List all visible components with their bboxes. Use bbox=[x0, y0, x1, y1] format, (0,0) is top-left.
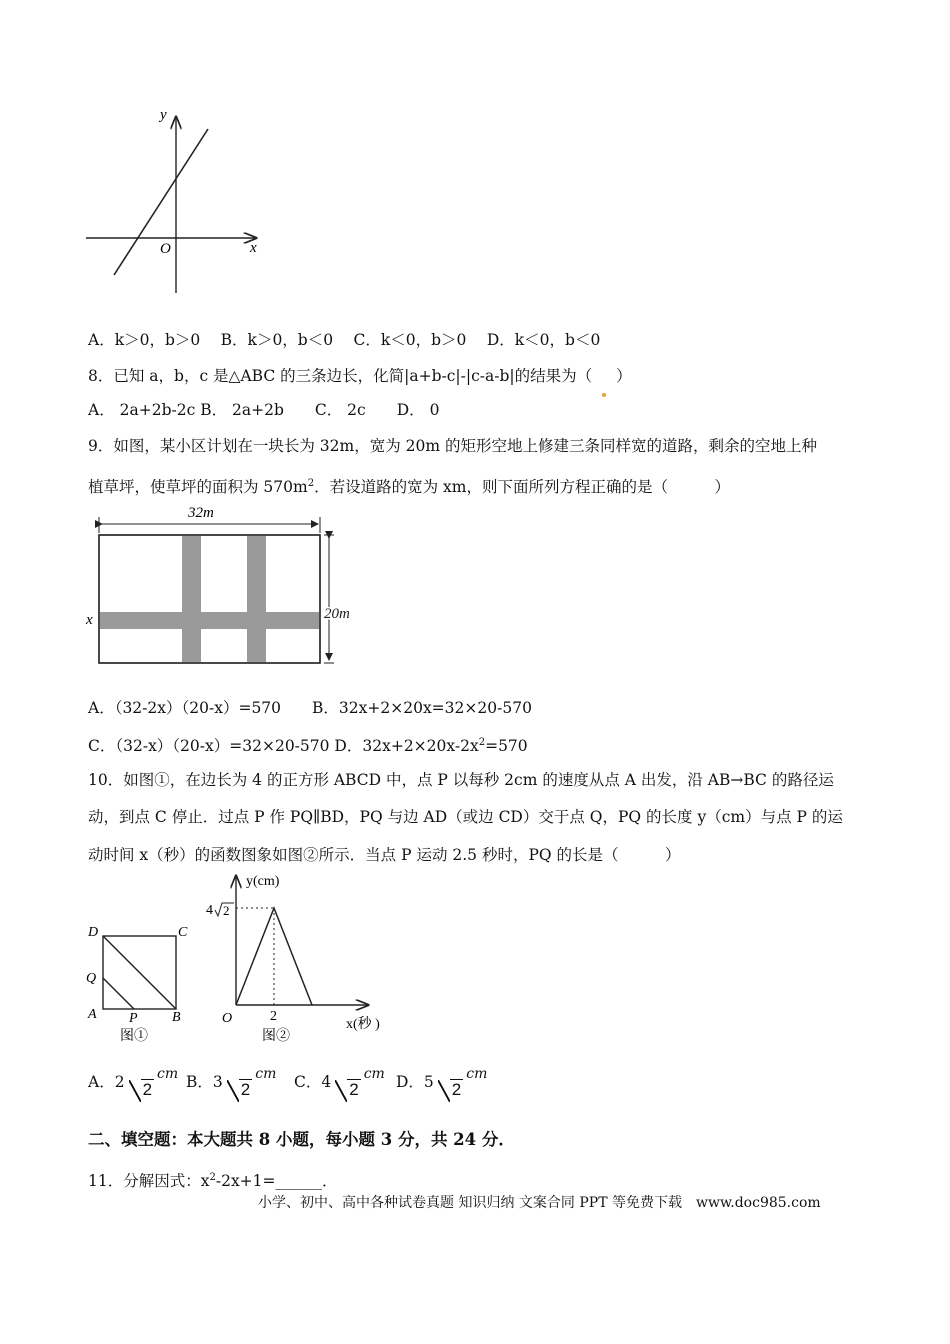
length-label: 32m bbox=[188, 505, 214, 521]
y-axis-label: y bbox=[160, 107, 167, 123]
tick-2: 2 bbox=[270, 1009, 277, 1024]
q8-stem: 8．已知 a，b，c 是△ABC 的三条边长，化简|a+b-c|-|c-a-b|的结果为（ ） bbox=[88, 366, 632, 386]
peak-radicand: 2 bbox=[223, 903, 230, 918]
label-d: D bbox=[88, 925, 99, 940]
q10-function-graph bbox=[200, 870, 400, 1050]
road-width-label: x bbox=[86, 612, 93, 628]
q10-option-d: D．5 2cm bbox=[396, 1066, 488, 1099]
origin-label: O bbox=[222, 1011, 233, 1026]
q10-line2: 动，到点 C 停止．过点 P 作 PQ∥BD，PQ 与边 AD（或边 CD）交于点 Q，PQ 的长度 y（cm）与点 P 的运 bbox=[88, 808, 843, 826]
q9-line2: 植草坪，使草坪的面积为 $570m^2$．若设道路的宽为 xm，则下面所列方程正确的是（ ） bbox=[88, 478, 730, 497]
width-label: 20m bbox=[324, 606, 350, 622]
origin-label: O bbox=[160, 241, 171, 257]
q10-square-figure bbox=[80, 918, 205, 1048]
q10-line1: 10．如图①，在边长为 4 的正方形 ABCD 中，点 P 以每秒 2cm 的速度从点 A 出发，沿 AB→BC 的路径运 bbox=[88, 771, 834, 789]
section-2-title: 二、填空题：本大题共 8 小题，每小题 3 分，共 24 分． bbox=[88, 1130, 515, 1149]
label-c: C bbox=[178, 925, 188, 940]
q10-option-c: C．4 2cm bbox=[294, 1066, 385, 1099]
peak-coef: 4 bbox=[206, 903, 213, 918]
road-horizontal bbox=[99, 612, 320, 629]
field-rect bbox=[99, 535, 320, 663]
x-axis-label: x(秒 ) bbox=[346, 1017, 380, 1032]
q9-options-ab: A．（32-2x）（20-x）=570 B．32x+2×20x=32×20-570 bbox=[88, 699, 532, 717]
diagonal-bd bbox=[103, 936, 176, 1009]
q7-options: A．k＞0，b＞0 B．k＞0，b＜0 C．k＜0，b＞0 D．k＜0，b＜0 bbox=[88, 331, 601, 349]
caption-fig2: 图② bbox=[262, 1029, 290, 1044]
segment-pq bbox=[103, 978, 134, 1009]
q10-line3: 动时间 x（秒）的函数图象如图②所示．当点 P 运动 2.5 秒时，PQ 的长是（ ） bbox=[88, 846, 681, 864]
road-vertical-2 bbox=[247, 535, 266, 663]
label-q: Q bbox=[86, 971, 97, 986]
dot-mark bbox=[602, 393, 606, 397]
function-curve bbox=[236, 908, 312, 1005]
label-b: B bbox=[172, 1010, 181, 1025]
caption-fig1: 图① bbox=[120, 1029, 148, 1044]
footer-text: 小学、初中、高中各种试卷真题 知识归纳 文案合同 PPT 等免费下载 www.doc985.com bbox=[258, 1195, 821, 1211]
q10-option-a: A．2 2cm bbox=[88, 1066, 179, 1099]
q11-stem: 11．分解因式：$x^2-2x+1=\_\_\_\_\_\_$． bbox=[88, 1172, 338, 1191]
y-axis-label: y(cm) bbox=[246, 874, 280, 889]
q10-option-b: B．3 2cm bbox=[186, 1066, 277, 1099]
q9-field-figure bbox=[80, 500, 370, 675]
q9-options-cd: C．（32-x）（20-x）=32×20-570 D．$32x+2\times 20x-2x^2=570$ bbox=[88, 737, 528, 756]
label-p: P bbox=[129, 1011, 138, 1026]
x-axis-label: x bbox=[250, 240, 257, 256]
label-a: A bbox=[88, 1007, 97, 1022]
q7-line-graph bbox=[80, 105, 270, 300]
q8-options: A． 2a+2b-2c B． 2a+2b C． 2c D． 0 bbox=[88, 401, 440, 419]
answer-blank: ______ bbox=[275, 1172, 323, 1191]
road-vertical-1 bbox=[182, 535, 201, 663]
q9-line1: 9．如图，某小区计划在一块长为 32m，宽为 20m 的矩形空地上修建三条同样宽的道路，剩余的空地上种 bbox=[88, 437, 817, 455]
